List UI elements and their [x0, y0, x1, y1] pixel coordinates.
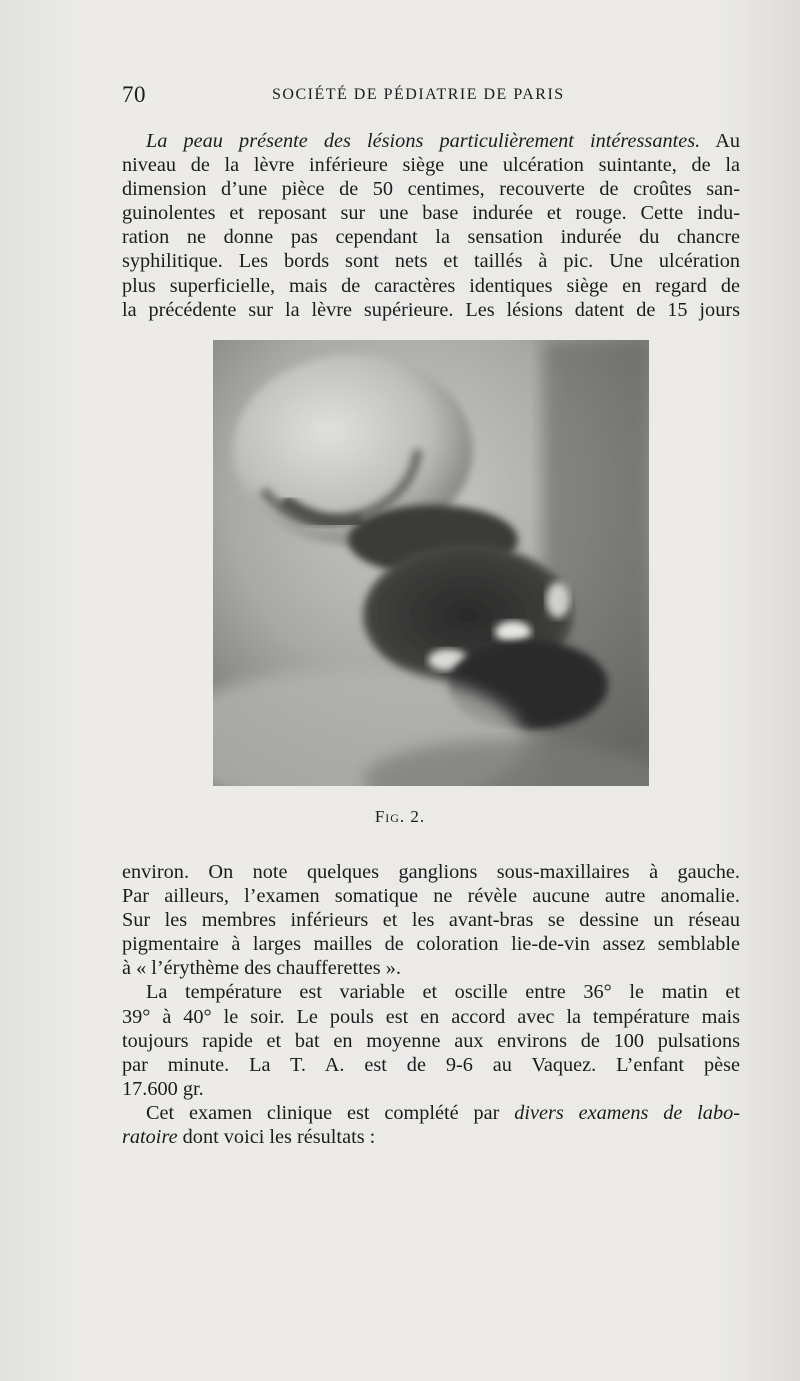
- text-line: pigmentaire à larges mailles de coloration lie-de-vin assez semblable: [122, 933, 740, 956]
- photo-face-lips-lesion: [213, 340, 649, 786]
- text-line: ration ne donne pas cependant la sensation indurée du chancre: [122, 226, 740, 249]
- line-text: dont voici les résultats :: [177, 1126, 376, 1149]
- text-line: 17.600 gr.: [122, 1077, 204, 1100]
- italic-phrase: La peau présente des lésions particulièrement intéressantes.: [146, 130, 701, 152]
- text-line: 39° à 40° le soir. Le pouls est en accord avec la température mais: [122, 1005, 740, 1028]
- text-line: syphilitique. Les bords sont nets et taillés à pic. Une ulcération: [122, 250, 740, 273]
- paragraph-1: [122, 129, 740, 322]
- text-line: niveau de la lèvre inférieure siège une ulcération suintante, de la: [122, 154, 740, 177]
- paragraph-2: [122, 860, 740, 1149]
- page-header: [122, 82, 738, 110]
- line-text: Cet examen clinique est complété par: [146, 1101, 515, 1124]
- figure-caption: [0, 807, 800, 827]
- text-line: Sur les membres inférieurs et les avant-bras se dessine un réseau: [122, 909, 740, 932]
- text-line: La température est variable et oscille entre 36° le matin et: [146, 981, 740, 1004]
- text-line: [122, 1101, 740, 1125]
- running-head: SOCIÉTÉ DE PÉDIATRIE DE PARIS: [272, 86, 565, 103]
- text-line: la précédente sur la lèvre supérieure. Les lésions datent de 15 jours: [122, 298, 740, 321]
- text-line: environ. On note quelques ganglions sous-maxillaires à gauche.: [122, 861, 740, 883]
- italic-phrase: ratoire: [122, 1126, 178, 1149]
- text-line: par minute. La T. A. est de 9-6 au Vaquez. L’enfant pèse: [122, 1053, 740, 1076]
- text-line: plus superficielle, mais de caractères identiques siège en regard de: [122, 274, 740, 297]
- text-line: [122, 1125, 740, 1149]
- italic-phrase: divers examens de labo-: [514, 1101, 740, 1124]
- text-line: guinolentes et reposant sur une base indurée et rouge. Cette indu-: [122, 202, 740, 225]
- text-line: Par ailleurs, l’examen somatique ne révèle aucune autre anomalie.: [122, 885, 740, 908]
- text-line: dimension d’une pièce de 50 centimes, recouverte de croûtes san-: [122, 178, 740, 201]
- clinical-photograph: [213, 340, 649, 786]
- page-number: 70: [122, 82, 146, 107]
- figure-caption-text: Fig. 2.: [374, 807, 426, 826]
- text-line: [122, 129, 740, 153]
- text-line: toujours rapide et bat en moyenne aux environs de 100 pulsations: [122, 1029, 740, 1052]
- text-line: à « l’érythème des chaufferettes ».: [122, 957, 401, 980]
- line-text: Au: [700, 130, 740, 152]
